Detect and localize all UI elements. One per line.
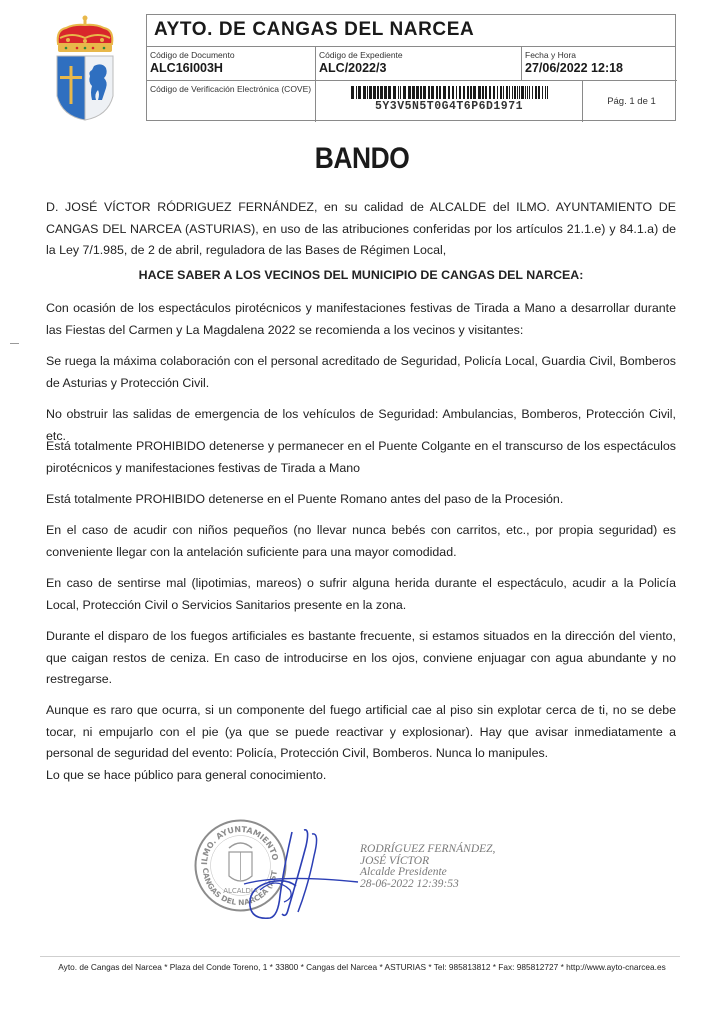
section-heading: HACE SABER A LOS VECINOS DEL MUNICIPIO DE CANGAS DEL NARCEA: bbox=[138, 268, 584, 282]
barcode-bar bbox=[403, 86, 406, 99]
institution-title: AYTO. DE CANGAS DEL NARCEA bbox=[147, 15, 675, 47]
document-header-box bbox=[146, 14, 676, 121]
signer-name-line2: JOSÉ VÍCTOR bbox=[360, 854, 430, 867]
barcode-bar bbox=[547, 86, 548, 99]
barcode-bar bbox=[398, 86, 399, 99]
barcode-bar bbox=[514, 86, 516, 99]
cove-value: 5Y3V5N5T0G4T6P6D1971 bbox=[374, 100, 524, 113]
barcode-bar bbox=[470, 86, 472, 99]
barcode-bar bbox=[384, 86, 387, 99]
paragraph-8 bbox=[46, 626, 676, 691]
barcode-bar bbox=[369, 86, 372, 99]
paragraph-text: Está totalmente PROHIBIDO detenerse y permanecer en el Puente Colgante en el transcurso de los espectáculos pirotécnicos y manifestaciones festivas de Tirada a Mano bbox=[46, 439, 676, 475]
cove-label: Código de Verificación Electrónica (COVE) bbox=[150, 84, 312, 94]
barcode-bar bbox=[367, 86, 368, 99]
barcode-bar bbox=[478, 86, 481, 99]
signer-role: Alcalde Presidente bbox=[360, 866, 447, 878]
footer-contact: Ayto. de Cangas del Narcea * Plaza del Conde Toreno, 1 * 33800 * Cangas del Narcea * ASTURIAS * Tel: 985813812 * Fax: 985812727 * http://www.ayto-cnarcea.es bbox=[58, 962, 666, 972]
barcode-bar bbox=[456, 86, 457, 99]
barcode-bar bbox=[431, 86, 434, 99]
barcode-bar bbox=[356, 86, 357, 99]
barcode-bar bbox=[393, 86, 396, 99]
paragraph-6 bbox=[46, 520, 676, 563]
paragraph-text: Con ocasión de los espectáculos pirotécnicos y manifestaciones festivas de Tirada a Mano a desarrollar durante las Fiestas del Carmen y La Magdalena 2022 se recomienda a los vecinos y visitantes: bbox=[46, 301, 676, 337]
barcode-icon bbox=[351, 86, 548, 99]
barcode-bar bbox=[452, 86, 454, 99]
signer-name-line1: RODRÍGUEZ FERNÁNDEZ, bbox=[360, 843, 496, 855]
margin-mark bbox=[10, 343, 19, 344]
paragraph-text: Aunque es raro que ocurra, si un componente del fuego artificial cae al piso sin explotar cerca de ti, no se debe tocar, ni empujarlo con el pie (ya que se puede reactivar y explosionar). Hay que avisar inmediatamente a personal de seguridad del evento: Policía, Protección Civil, Bomberos. Nunca lo manipules. bbox=[46, 703, 676, 760]
barcode-bar bbox=[500, 86, 502, 99]
barcode-bar bbox=[428, 86, 430, 99]
signer-block bbox=[360, 844, 495, 890]
cove-barcode-cell bbox=[316, 81, 583, 122]
stamp-bottom-text: CANGAS DEL NARCEA (AST bbox=[200, 867, 279, 908]
coat-of-arms-logo bbox=[52, 14, 118, 122]
datetime-cell bbox=[522, 47, 677, 81]
barcode-bar bbox=[400, 86, 401, 99]
paragraph-text: Durante el disparo de los fuegos artificiales es bastante frecuente, si estamos situados en la dirección del viento, que caigan restos de ceniza. En caso de introducirse en los ojos, conviene enjuagar con agua abundante y no restregarse. bbox=[46, 629, 676, 686]
barcode-bar bbox=[388, 86, 391, 99]
barcode-bar bbox=[482, 86, 484, 99]
signed-timestamp: 28-06-2022 12:39:53 bbox=[360, 877, 459, 890]
paragraph-7 bbox=[46, 573, 676, 616]
barcode-bar bbox=[519, 86, 520, 99]
paragraph-text: En el caso de acudir con niños pequeños (no llevar nunca bebés con carritos, etc., por propia seguridad) es conveniente llegar con la antelación suficiente para una mayor comodidad. bbox=[46, 523, 676, 559]
footer-divider bbox=[40, 956, 680, 957]
paragraph-9 bbox=[46, 700, 676, 765]
barcode-bar bbox=[380, 86, 383, 99]
paragraph-2 bbox=[46, 351, 676, 394]
barcode-bar bbox=[527, 86, 528, 99]
barcode-bar bbox=[420, 86, 422, 99]
barcode-bar bbox=[521, 86, 524, 99]
barcode-bar bbox=[363, 86, 366, 99]
file-code-value: ALC/2022/3 bbox=[319, 61, 387, 75]
barcode-bar bbox=[529, 86, 530, 99]
barcode-bar bbox=[535, 86, 537, 99]
doc-code-cell bbox=[147, 47, 316, 81]
barcode-bar bbox=[463, 86, 465, 99]
barcode-bar bbox=[443, 86, 446, 99]
barcode-bar bbox=[436, 86, 438, 99]
doc-code-value: ALC16I003H bbox=[150, 61, 223, 75]
cove-label-cell bbox=[147, 81, 316, 122]
barcode-bar bbox=[373, 86, 376, 99]
paragraph-4 bbox=[46, 436, 676, 479]
barcode-bar bbox=[408, 86, 411, 99]
stamp-top-text: ILMO. AYUNTAMIENTO bbox=[199, 824, 280, 866]
barcode-bar bbox=[545, 86, 546, 99]
handwritten-signature bbox=[240, 826, 360, 924]
barcode-bar bbox=[467, 86, 469, 99]
barcode-bar bbox=[512, 86, 513, 99]
barcode-bar bbox=[542, 86, 543, 99]
document-title: BANDO bbox=[314, 142, 410, 175]
barcode-bar bbox=[459, 86, 461, 99]
barcode-bar bbox=[485, 86, 487, 99]
paragraph-text: Lo que se hace público para general conocimiento. bbox=[46, 768, 327, 782]
barcode-bar bbox=[351, 86, 354, 99]
barcode-bar bbox=[358, 86, 361, 99]
barcode-bar bbox=[503, 86, 504, 99]
paragraph-text: Se ruega la máxima colaboración con el personal acreditado de Seguridad, Policía Local, Guardia Civil, Bomberos de Asturias y Protección Civil. bbox=[46, 354, 676, 390]
barcode-bar bbox=[497, 86, 498, 99]
barcode-bar bbox=[416, 86, 419, 99]
intro-text: D. JOSÉ VÍCTOR RÓDRIGUEZ FERNÁNDEZ, en su calidad de ALCALDE del ILMO. AYUNTAMIENTO DE CANGAS DEL NARCEA (ASTURIAS), en uso de las atribuciones conferidas por los artículos 21.1.e) y 84.1.a) de la Ley 7/1.985, de 2 de abril, reguladora de las Bases de Régimen Local, bbox=[46, 200, 676, 257]
intro-paragraph bbox=[46, 197, 676, 262]
paragraph-5 bbox=[46, 489, 676, 511]
datetime-label: Fecha y Hora bbox=[525, 50, 577, 60]
datetime-value: 27/06/2022 12:18 bbox=[525, 61, 624, 75]
paragraph-text: En caso de sentirse mal (lipotimias, mareos) o sufrir alguna herida durante el espectáculo, acudir a la Policía Local, Protección Civil o Servicios Sanitarios presente en la zona. bbox=[46, 576, 676, 612]
file-code-label: Código de Expediente bbox=[319, 50, 403, 60]
barcode-bar bbox=[423, 86, 426, 99]
stamp-center-text: ALCALDIA bbox=[223, 887, 258, 895]
page-number: Pág. 1 de 1 bbox=[607, 96, 656, 107]
barcode-bar bbox=[412, 86, 415, 99]
barcode-bar bbox=[506, 86, 508, 99]
barcode-bar bbox=[538, 86, 540, 99]
barcode-bar bbox=[473, 86, 476, 99]
barcode-bar bbox=[525, 86, 526, 99]
paragraph-text: No obstruir las salidas de emergencia de los vehículos de Seguridad: Ambulancias, Bomberos, Protección Civil, etc. bbox=[46, 407, 676, 443]
barcode-bar bbox=[489, 86, 491, 99]
barcode-bar bbox=[448, 86, 450, 99]
barcode-bar bbox=[377, 86, 379, 99]
barcode-bar bbox=[439, 86, 441, 99]
paragraph-1 bbox=[46, 298, 676, 341]
doc-code-label: Código de Documento bbox=[150, 50, 235, 60]
barcode-bar bbox=[493, 86, 495, 99]
barcode-bar bbox=[509, 86, 510, 99]
barcode-bar bbox=[532, 86, 533, 99]
paragraph-text: Está totalmente PROHIBIDO detenerse en el Puente Romano antes del paso de la Procesión. bbox=[46, 492, 564, 506]
closing-paragraph bbox=[46, 765, 676, 787]
barcode-bar bbox=[517, 86, 518, 99]
file-code-cell bbox=[316, 47, 522, 81]
